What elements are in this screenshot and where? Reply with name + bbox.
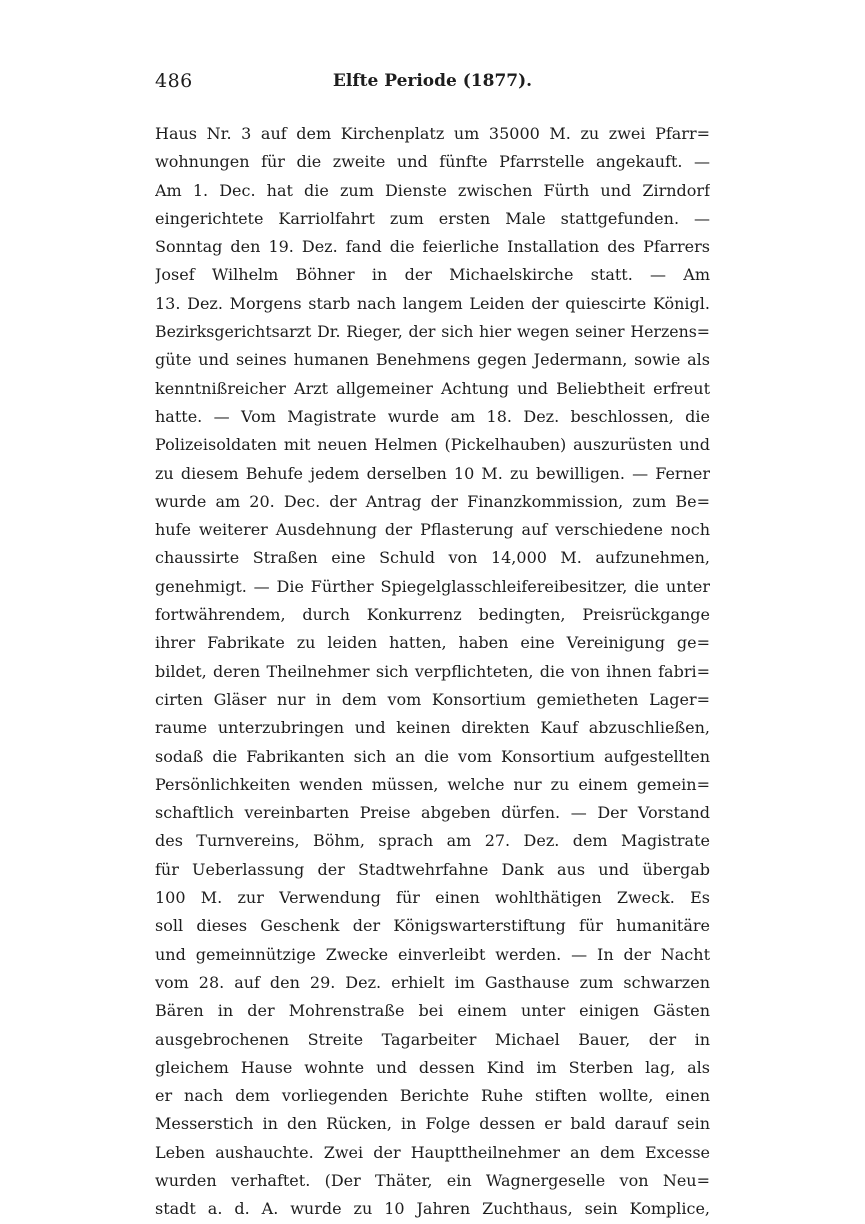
text-line: wurde am 20. Dec. der Antrag der Finanzkommission, zum Be= — [155, 491, 710, 511]
text-line: schaftlich vereinbarten Preise abgeben dürfen. — Der Vorstand — [155, 803, 710, 823]
text-line: gleichem Hause wohnte und dessen Kind im Sterben lag, als — [155, 1057, 710, 1077]
text-line: und gemeinnützige Zwecke einverleibt werden. — In der Nacht — [155, 944, 710, 964]
text-line: ausgebrochenen Streite Tagarbeiter Michael Bauer, der in — [155, 1029, 710, 1049]
text-line: des Turnvereins, Böhm, sprach am 27. Dez. dem Magistrate — [155, 831, 710, 851]
text-line: Bären in der Mohrenstraße bei einem unter einigen Gästen — [155, 1001, 710, 1021]
text-line: für Ueberlassung der Stadtwehrfahne Dank aus und übergab — [155, 859, 710, 879]
text-line: Messerstich in den Rücken, in Folge dessen er bald darauf sein — [155, 1114, 710, 1134]
text-line: Persönlichkeiten wenden müssen, welche nur zu einem gemein= — [155, 774, 710, 794]
text-line: Leben aushauchte. Zwei der Haupttheilnehmer an dem Excesse — [155, 1142, 710, 1162]
text-line: stadt a. d. A. wurde zu 10 Jahren Zuchthaus, sein Komplice, — [155, 1199, 710, 1219]
text-line: wohnungen für die zweite und fünfte Pfarrstelle angekauft. — — [155, 152, 710, 172]
text-line: er nach dem vorliegenden Berichte Ruhe stiften wollte, einen — [155, 1086, 710, 1106]
text-line: hufe weiterer Ausdehnung der Pflasterung auf verschiedene noch — [155, 520, 710, 540]
text-line: cirten Gläser nur in dem vom Konsortium gemietheten Lager= — [155, 689, 710, 709]
text-line: fortwährendem, durch Konkurrenz bedingten, Preisrückgange — [155, 605, 710, 625]
text-line: Josef Wilhelm Böhner in der Michaelskirche statt. — Am — [155, 265, 710, 285]
text-line: Haus Nr. 3 auf dem Kirchenplatz um 35000 M. zu zwei Pfarr= — [155, 124, 710, 143]
text-line: eingerichtete Karriolfahrt zum ersten Male stattgefunden. — — [155, 208, 710, 228]
text-line: Bezirksgerichtsarzt Dr. Rieger, der sich hier wegen seiner Herzens= — [155, 322, 710, 342]
text-line: zu diesem Behufe jedem derselben 10 M. zu bewilligen. — Ferner — [155, 463, 710, 483]
page-header — [155, 70, 710, 98]
text-line: wurden verhaftet. (Der Thäter, ein Wagnergeselle von Neu= — [155, 1170, 710, 1190]
running-title: Elfte Periode (1877). — [332, 71, 533, 91]
text-line: sodaß die Fabrikanten sich an die vom Konsortium aufgestellten — [155, 746, 710, 766]
text-line: hatte. — Vom Magistrate wurde am 18. Dez. beschlossen, die — [155, 406, 710, 426]
text-line: Polizeisoldaten mit neuen Helmen (Pickelhauben) auszurüsten und — [155, 435, 710, 455]
text-line: güte und seines humanen Benehmens gegen Jedermann, sowie als — [155, 350, 710, 370]
text-line: soll dieses Geschenk der Königswarterstiftung für humanitäre — [155, 916, 710, 936]
page-number: 486 — [155, 70, 193, 92]
body-text — [155, 120, 710, 1224]
text-line: chaussirte Straßen eine Schuld von 14,000 M. aufzunehmen, — [155, 548, 710, 568]
text-line: raume unterzubringen und keinen direkten Kauf abzuschließen, — [155, 718, 710, 738]
text-line: vom 28. auf den 29. Dez. erhielt im Gasthause zum schwarzen — [155, 972, 710, 992]
text-line: 13. Dez. Morgens starb nach langem Leiden der quiescirte Königl. — [155, 293, 710, 313]
text-line: Am 1. Dec. hat die zum Dienste zwischen Fürth und Zirndorf — [155, 180, 710, 200]
text-line: Sonntag den 19. Dez. fand die feierliche Installation des Pfarrers — [155, 237, 710, 257]
text-line: ihrer Fabrikate zu leiden hatten, haben eine Vereinigung ge= — [155, 633, 710, 653]
text-line: 100 M. zur Verwendung für einen wohlthätigen Zweck. Es — [155, 888, 710, 908]
text-line: bildet, deren Theilnehmer sich verpflichteten, die von ihnen fabri= — [155, 661, 710, 681]
text-line: kenntnißreicher Arzt allgemeiner Achtung und Beliebtheit erfreut — [155, 378, 710, 398]
text-line: genehmigt. — Die Fürther Spiegelglasschleifereibesitzer, die unter — [155, 576, 710, 596]
